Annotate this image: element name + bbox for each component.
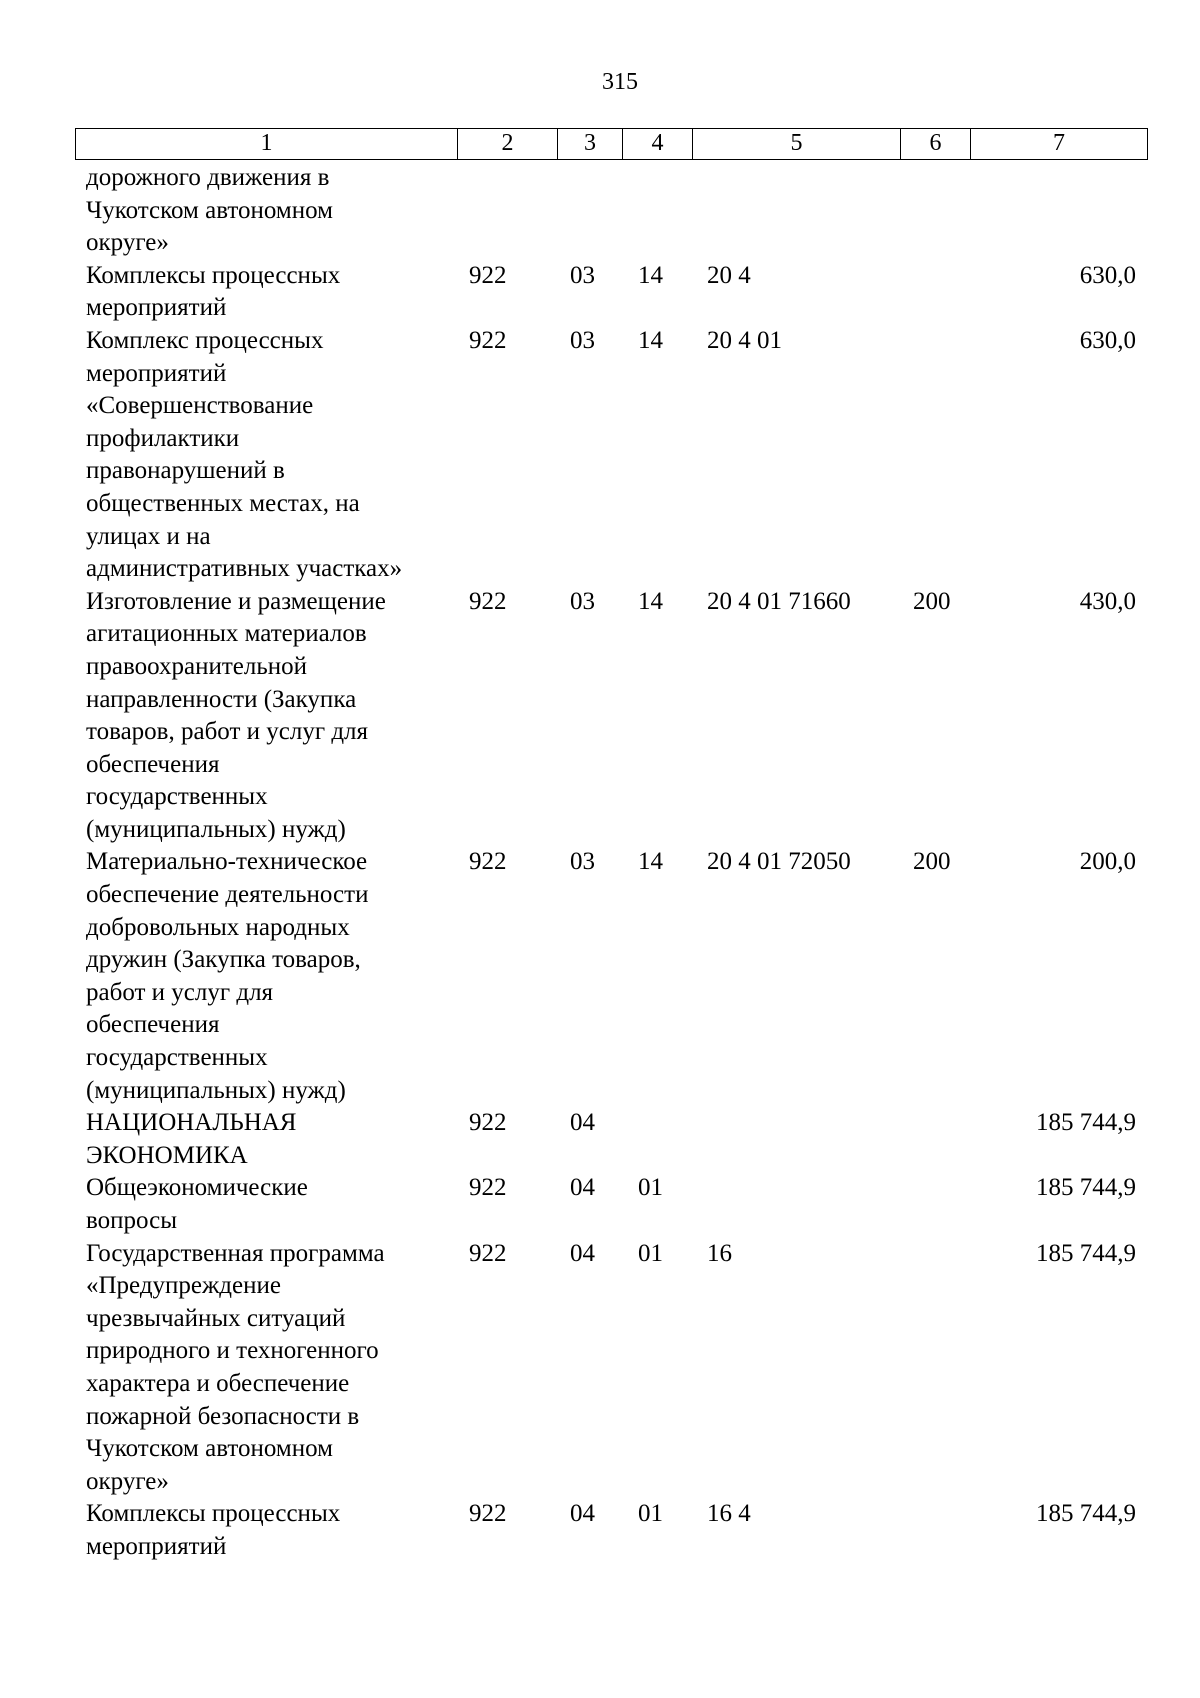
section-code: 03 xyxy=(570,326,595,354)
table-row xyxy=(0,260,1200,325)
description-line: вопросы xyxy=(86,1207,178,1234)
description-line: округе» xyxy=(86,229,169,257)
description-line: мероприятий xyxy=(86,1532,227,1560)
description-line: обеспечения xyxy=(86,750,220,778)
table-row xyxy=(0,1172,1200,1237)
description-line: мероприятий xyxy=(86,294,227,322)
subsection-code: 01 xyxy=(638,1239,663,1267)
target-article-code: 20 4 01 72050 xyxy=(707,848,851,876)
row-description xyxy=(86,325,456,586)
description-line: правонарушений в xyxy=(86,457,285,485)
description-line: товаров, работ и услуг для xyxy=(86,718,369,746)
header-col-5: 5 xyxy=(693,129,901,159)
description-line: улицах и на xyxy=(86,522,211,550)
table-row xyxy=(0,1107,1200,1172)
description-line: округе» xyxy=(86,1467,169,1495)
description-line: природного и техногенного xyxy=(86,1337,379,1365)
page-number: 315 xyxy=(602,69,638,95)
description-line: «Предупреждение xyxy=(86,1272,281,1300)
ministry-code: 922 xyxy=(469,261,507,289)
amount: 185 744,9 xyxy=(1036,1500,1136,1528)
description-line: правоохранительной xyxy=(86,652,307,680)
description-line: Материально-техническое xyxy=(86,848,368,876)
section-code: 04 xyxy=(570,1174,595,1202)
amount: 200,0 xyxy=(1079,848,1136,876)
ministry-code: 922 xyxy=(469,1239,507,1267)
subsection-code: 14 xyxy=(638,587,663,615)
description-line: Комплекс процессных xyxy=(86,326,324,354)
description-line: работ и услуг для xyxy=(86,978,274,1006)
row-description xyxy=(86,1498,456,1563)
target-article-code: 20 4 01 71660 xyxy=(707,587,851,615)
description-line: пожарной безопасности в xyxy=(86,1402,360,1430)
description-line: чрезвычайных ситуаций xyxy=(86,1304,346,1332)
table-body xyxy=(0,162,1200,1564)
row-description xyxy=(86,1238,456,1499)
header-col-4: 4 xyxy=(623,129,693,159)
section-code: 03 xyxy=(570,587,595,615)
header-col-7: 7 xyxy=(1053,130,1065,156)
section-code: 04 xyxy=(570,1109,595,1137)
row-description xyxy=(86,1172,456,1237)
ministry-code: 922 xyxy=(469,587,507,615)
table-row xyxy=(0,1238,1200,1499)
target-article-code: 20 4 xyxy=(707,261,751,289)
description-line: государственных xyxy=(86,1044,268,1072)
description-line: общественных местах, на xyxy=(86,489,360,517)
description-line: профилактики xyxy=(86,424,240,452)
target-article-code: 16 xyxy=(707,1239,732,1267)
ministry-code: 922 xyxy=(469,1500,507,1528)
row-description xyxy=(86,846,456,1107)
subsection-code: 01 xyxy=(638,1500,663,1528)
description-line: «Совершенствование xyxy=(86,392,314,420)
description-line: мероприятий xyxy=(86,359,227,387)
subsection-code: 14 xyxy=(638,848,663,876)
amount: 430,0 xyxy=(1079,587,1136,615)
expense-type-code: 200 xyxy=(913,587,951,615)
description-line: дружин (Закупка товаров, xyxy=(86,946,361,974)
amount: 630,0 xyxy=(1079,261,1136,289)
description-line: административных участках» xyxy=(86,555,403,583)
row-description xyxy=(86,1107,456,1172)
table-row xyxy=(0,162,1200,260)
description-line: обеспечения xyxy=(86,1011,220,1039)
ministry-code: 922 xyxy=(469,326,507,354)
ministry-code: 922 xyxy=(469,848,507,876)
amount: 185 744,9 xyxy=(1036,1174,1136,1202)
description-line: Изготовление и размещение xyxy=(86,587,386,615)
subsection-code: 14 xyxy=(638,261,663,289)
description-line: государственных xyxy=(86,783,268,811)
expense-type-code: 200 xyxy=(913,848,951,876)
header-col-6: 6 xyxy=(901,129,971,159)
description-line: НАЦИОНАЛЬНАЯ xyxy=(86,1109,297,1137)
header-col-2: 2 xyxy=(458,129,558,159)
ministry-code: 922 xyxy=(469,1109,507,1137)
amount: 630,0 xyxy=(1079,326,1136,354)
header-col-3: 3 xyxy=(558,129,623,159)
description-line: Чукотском автономном xyxy=(86,1435,333,1463)
description-line: Комплексы процессных xyxy=(86,1500,341,1528)
row-description xyxy=(86,586,456,847)
row-description xyxy=(86,162,456,260)
row-description xyxy=(86,260,456,325)
description-line: Государственная программа xyxy=(86,1239,385,1267)
target-article-code: 16 4 xyxy=(707,1500,751,1528)
section-code: 03 xyxy=(570,261,595,289)
description-line: (муниципальных) нужд) xyxy=(86,1076,346,1104)
subsection-code: 01 xyxy=(638,1174,663,1202)
subsection-code: 14 xyxy=(638,326,663,354)
amount: 185 744,9 xyxy=(1036,1109,1136,1137)
description-line: Чукотском автономном xyxy=(86,196,333,224)
section-code: 03 xyxy=(570,848,595,876)
table-row xyxy=(0,1498,1200,1563)
description-line: направленности (Закупка xyxy=(86,685,357,713)
header-col-1: 1 xyxy=(76,129,458,159)
table-header xyxy=(75,128,1148,160)
table-row xyxy=(0,325,1200,586)
description-line: ЭКОНОМИКА xyxy=(86,1141,248,1169)
section-code: 04 xyxy=(570,1500,595,1528)
description-line: обеспечение деятельности xyxy=(86,881,369,909)
table-row xyxy=(0,586,1200,847)
table-row xyxy=(0,846,1200,1107)
section-code: 04 xyxy=(570,1239,595,1267)
description-line: Общеэкономические xyxy=(86,1174,308,1202)
target-article-code: 20 4 01 xyxy=(707,326,782,354)
amount: 185 744,9 xyxy=(1036,1239,1136,1267)
description-line: дорожного движения в xyxy=(86,164,330,191)
description-line: Комплексы процессных xyxy=(86,261,341,289)
description-line: (муниципальных) нужд) xyxy=(86,815,346,843)
ministry-code: 922 xyxy=(469,1174,507,1202)
description-line: агитационных материалов xyxy=(86,620,367,648)
description-line: характера и обеспечение xyxy=(86,1369,350,1397)
description-line: добровольных народных xyxy=(86,913,350,941)
